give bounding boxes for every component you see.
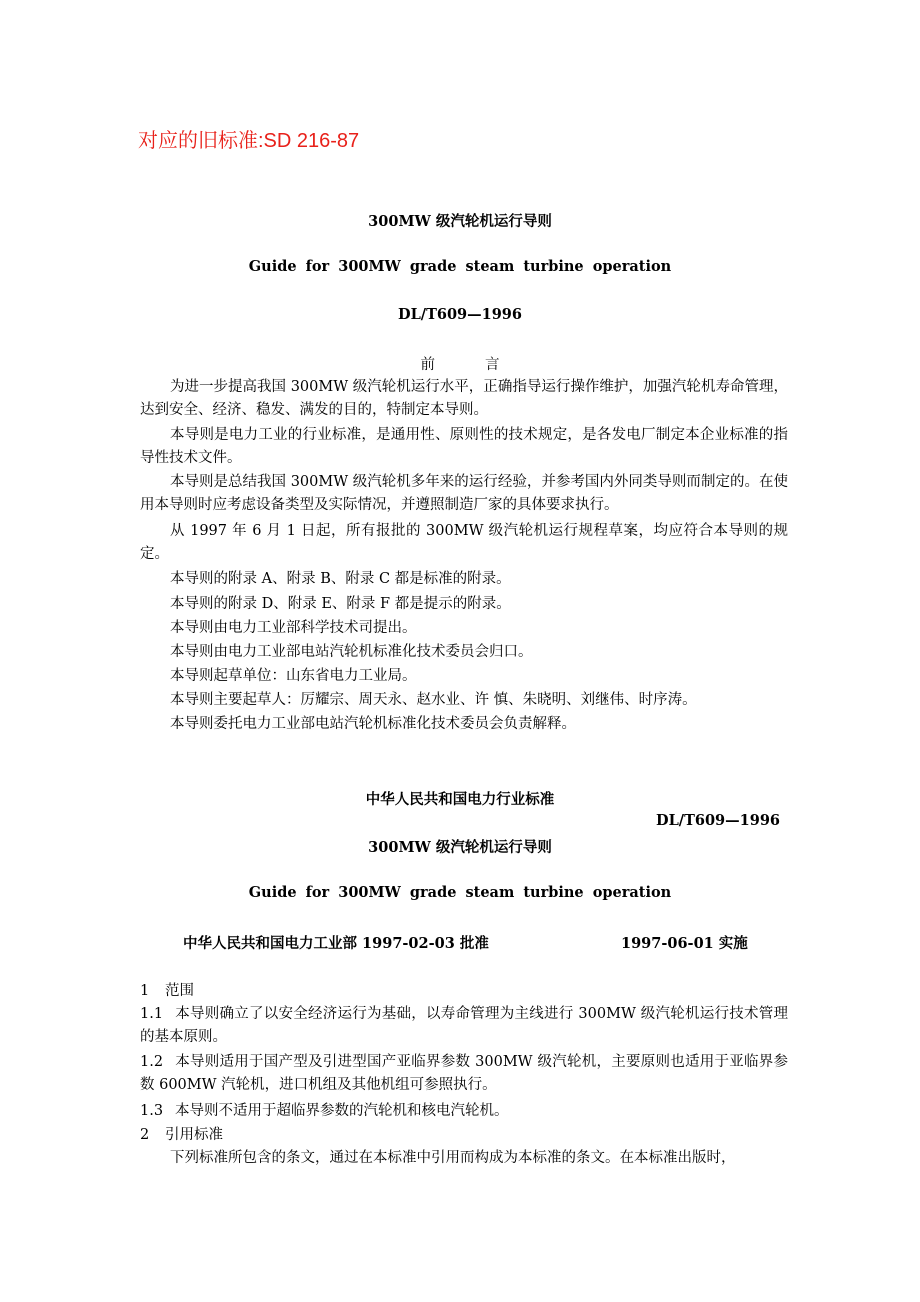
section-number: 1 [140, 983, 150, 999]
clause-1-3 [140, 1099, 509, 1120]
section-title: 范围 [165, 983, 194, 999]
old-standard-note: 对应的旧标准:SD 216-87 [138, 130, 360, 152]
clause-1-2 [140, 1051, 788, 1097]
section-number: 2 [140, 1127, 150, 1143]
foreword-title: 前言 [420, 357, 550, 373]
foreword-paragraph: 本导则主要起草人：厉耀宗、周天永、赵水业、许 慎、朱晓明、刘继伟、时序涛。 [170, 692, 697, 708]
foreword-paragraph: 本导则是总结我国 300MW 级汽轮机多年来的运行经验，并参考国内外同类导则而制定的。在使用本导则时应考虑设备类型及实际情况，并遵照制造厂家的具体要求执行。 [140, 474, 788, 513]
approval-line [183, 932, 748, 953]
clause-text: 本导则确立了以安全经济运行为基础，以寿命管理为主线进行 300MW 级汽轮机运行技术管理的基本原则。 [140, 1006, 788, 1045]
standard-code: DL/T609—1996 [656, 812, 780, 829]
clause-text: 本导则适用于国产型及引进型国产亚临界参数 300MW 级汽轮机，主要原则也适用于亚临界参数 600MW 汽轮机，进口机组及其他机组可参照执行。 [140, 1054, 788, 1093]
clause-number: 1.3 [140, 1103, 164, 1119]
foreword-paragraph: 本导则由电力工业部科学技术司提出。 [170, 620, 417, 636]
standard-title-cn: 300MW 级汽轮机运行导则 [368, 839, 552, 856]
foreword-paragraph: 本导则委托电力工业部电站汽轮机标准化技术委员会负责解释。 [170, 716, 576, 732]
standard-org: 中华人民共和国电力行业标准 [365, 791, 555, 808]
foreword-paragraph: 本导则的附录 A、附录 B、附录 C 都是标准的附录。 [170, 571, 511, 587]
approval-text: 中华人民共和国电力工业部 1997-02-03 批准 [183, 935, 489, 952]
foreword-paragraph: 从 1997 年 6 月 1 日起，所有报批的 300MW 级汽轮机运行规程草案，均应符合本导则的规定。 [140, 523, 788, 562]
clause-number: 1.2 [140, 1054, 164, 1070]
doc-title-en: Guide for 300MW grade steam turbine operation [248, 258, 672, 275]
standard-title-en: Guide for 300MW grade steam turbine operation [248, 884, 672, 901]
foreword-paragraph: 本导则起草单位：山东省电力工业局。 [170, 668, 417, 684]
section-title: 引用标准 [165, 1127, 223, 1143]
clause-number: 1.1 [140, 1006, 164, 1022]
clause-text: 本导则不适用于超临界参数的汽轮机和核电汽轮机。 [175, 1103, 509, 1119]
section-2-heading [140, 1123, 223, 1144]
implementation-date: 1997-06-01 实施 [621, 935, 748, 952]
section-2-paragraph: 下列标准所包含的条文，通过在本标准中引用而构成为本标准的条文。在本标准出版时， [170, 1150, 736, 1166]
foreword-paragraph: 本导则的附录 D、附录 E、附录 F 都是提示的附录。 [170, 596, 511, 612]
clause-1-1 [140, 1003, 788, 1049]
foreword-paragraph: 本导则由电力工业部电站汽轮机标准化技术委员会归口。 [170, 644, 533, 660]
foreword-paragraph: 为进一步提高我国 300MW 级汽轮机运行水平，正确指导运行操作维护，加强汽轮机寿命管理，达到安全、经济、稳发、满发的目的，特制定本导则。 [140, 379, 788, 418]
doc-title-cn: 300MW 级汽轮机运行导则 [368, 213, 552, 230]
foreword-paragraph: 本导则是电力工业的行业标准，是通用性、原则性的技术规定，是各发电厂制定本企业标准的指导性技术文件。 [140, 427, 788, 466]
section-1-heading [140, 979, 194, 1000]
doc-code: DL/T609—1996 [398, 306, 522, 323]
